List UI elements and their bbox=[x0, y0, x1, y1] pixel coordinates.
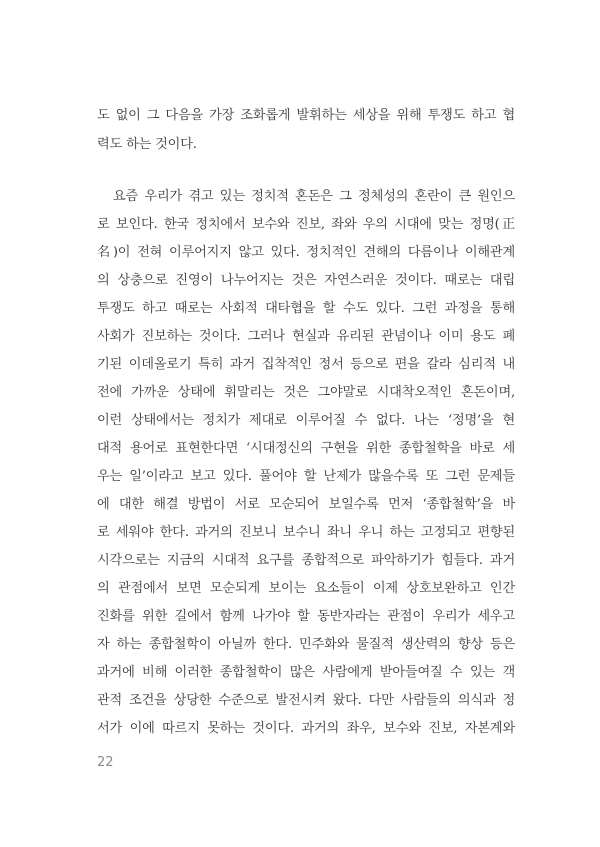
paragraph2-line-14: 시각으로는 지금의 시대적 요구를 종합적으로 파악하기가 힘들다. 과거 bbox=[97, 553, 515, 568]
paragraph2-line-10: 대적 용어로 표현한다면 ‘시대정신의 구현을 위한 종합철학을 바로 세 bbox=[97, 441, 515, 456]
paragraph2-line-9: 이런 상태에서는 정치가 제대로 이루어질 수 없다. 나는 ‘정명’을 현 bbox=[97, 413, 515, 428]
paragraph2-line-19: 관적 조건을 상당한 수준으로 발전시켜 왔다. 다만 사람들의 의식과 정 bbox=[97, 693, 515, 708]
paragraph2-line-16: 진화를 위한 길에서 함께 나가야 할 동반자라는 관점이 우리가 세우고 bbox=[97, 609, 515, 624]
paragraph2-line-5: 투쟁도 하고 때로는 사회적 대타협을 할 수도 있다. 그런 과정을 통해 bbox=[97, 301, 515, 316]
paragraph2-line-8: 전에 가까운 상태에 휘말리는 것은 그야말로 시대착오적인 혼돈이며, bbox=[97, 385, 515, 400]
paragraph2-line-12: 에 대한 해결 방법이 서로 모순되어 보일수록 먼저 ‘종합철학’을 바 bbox=[97, 497, 515, 512]
paragraph2-line-15: 의 관점에서 보면 모순되게 보이는 요소들이 이제 상호보완하고 인간 bbox=[97, 581, 515, 596]
paragraph2-line-13: 로 세워야 한다. 과거의 진보니 보수니 좌니 우니 하는 고정되고 편향된 bbox=[97, 525, 515, 540]
paragraph2-line-3: 名)이 전혀 이루어지지 않고 있다. 정치적인 견해의 다름이나 이해관계 bbox=[97, 245, 515, 260]
paragraph2-line-17: 자 하는 종합철학이 아닐까 한다. 민주화와 물질적 생산력의 향상 등은 bbox=[97, 637, 515, 652]
paragraph2-line-18: 과거에 비해 이러한 종합철학이 많은 사람에게 받아들여질 수 있는 객 bbox=[97, 665, 515, 680]
paragraph1-line-1: 도 없이 그 다음을 가장 조화롭게 발휘하는 세상을 위해 투쟁도 하고 협 bbox=[97, 108, 515, 123]
paragraph2-line-2: 로 보인다. 한국 정치에서 보수와 진보, 좌와 우의 시대에 맞는 정명(正 bbox=[97, 217, 515, 232]
paragraph2-line-1: 요즘 우리가 겪고 있는 정치적 혼돈은 그 정체성의 혼란이 큰 원인으 bbox=[113, 189, 515, 204]
paragraph2-line-20: 서가 이에 따르지 못하는 것이다. 과거의 좌우, 보수와 진보, 자본계와 bbox=[97, 721, 515, 736]
paragraph2-line-11: 우는 일’이라고 보고 있다. 풀어야 할 난제가 많을수록 또 그런 문제들 bbox=[97, 469, 515, 484]
paragraph2-line-4: 의 상충으로 진영이 나누어지는 것은 자연스러운 것이다. 때로는 대립 bbox=[97, 273, 515, 288]
page-number: 22 bbox=[97, 755, 114, 770]
paragraph2-line-6: 사회가 진보하는 것이다. 그러나 현실과 유리된 관념이나 이미 용도 폐 bbox=[97, 329, 515, 344]
paragraph2-line-7: 기된 이데올로기 특히 과거 집착적인 정서 등으로 편을 갈라 심리적 내 bbox=[97, 357, 515, 372]
paragraph1-line-2: 력도 하는 것이다. bbox=[97, 137, 197, 152]
